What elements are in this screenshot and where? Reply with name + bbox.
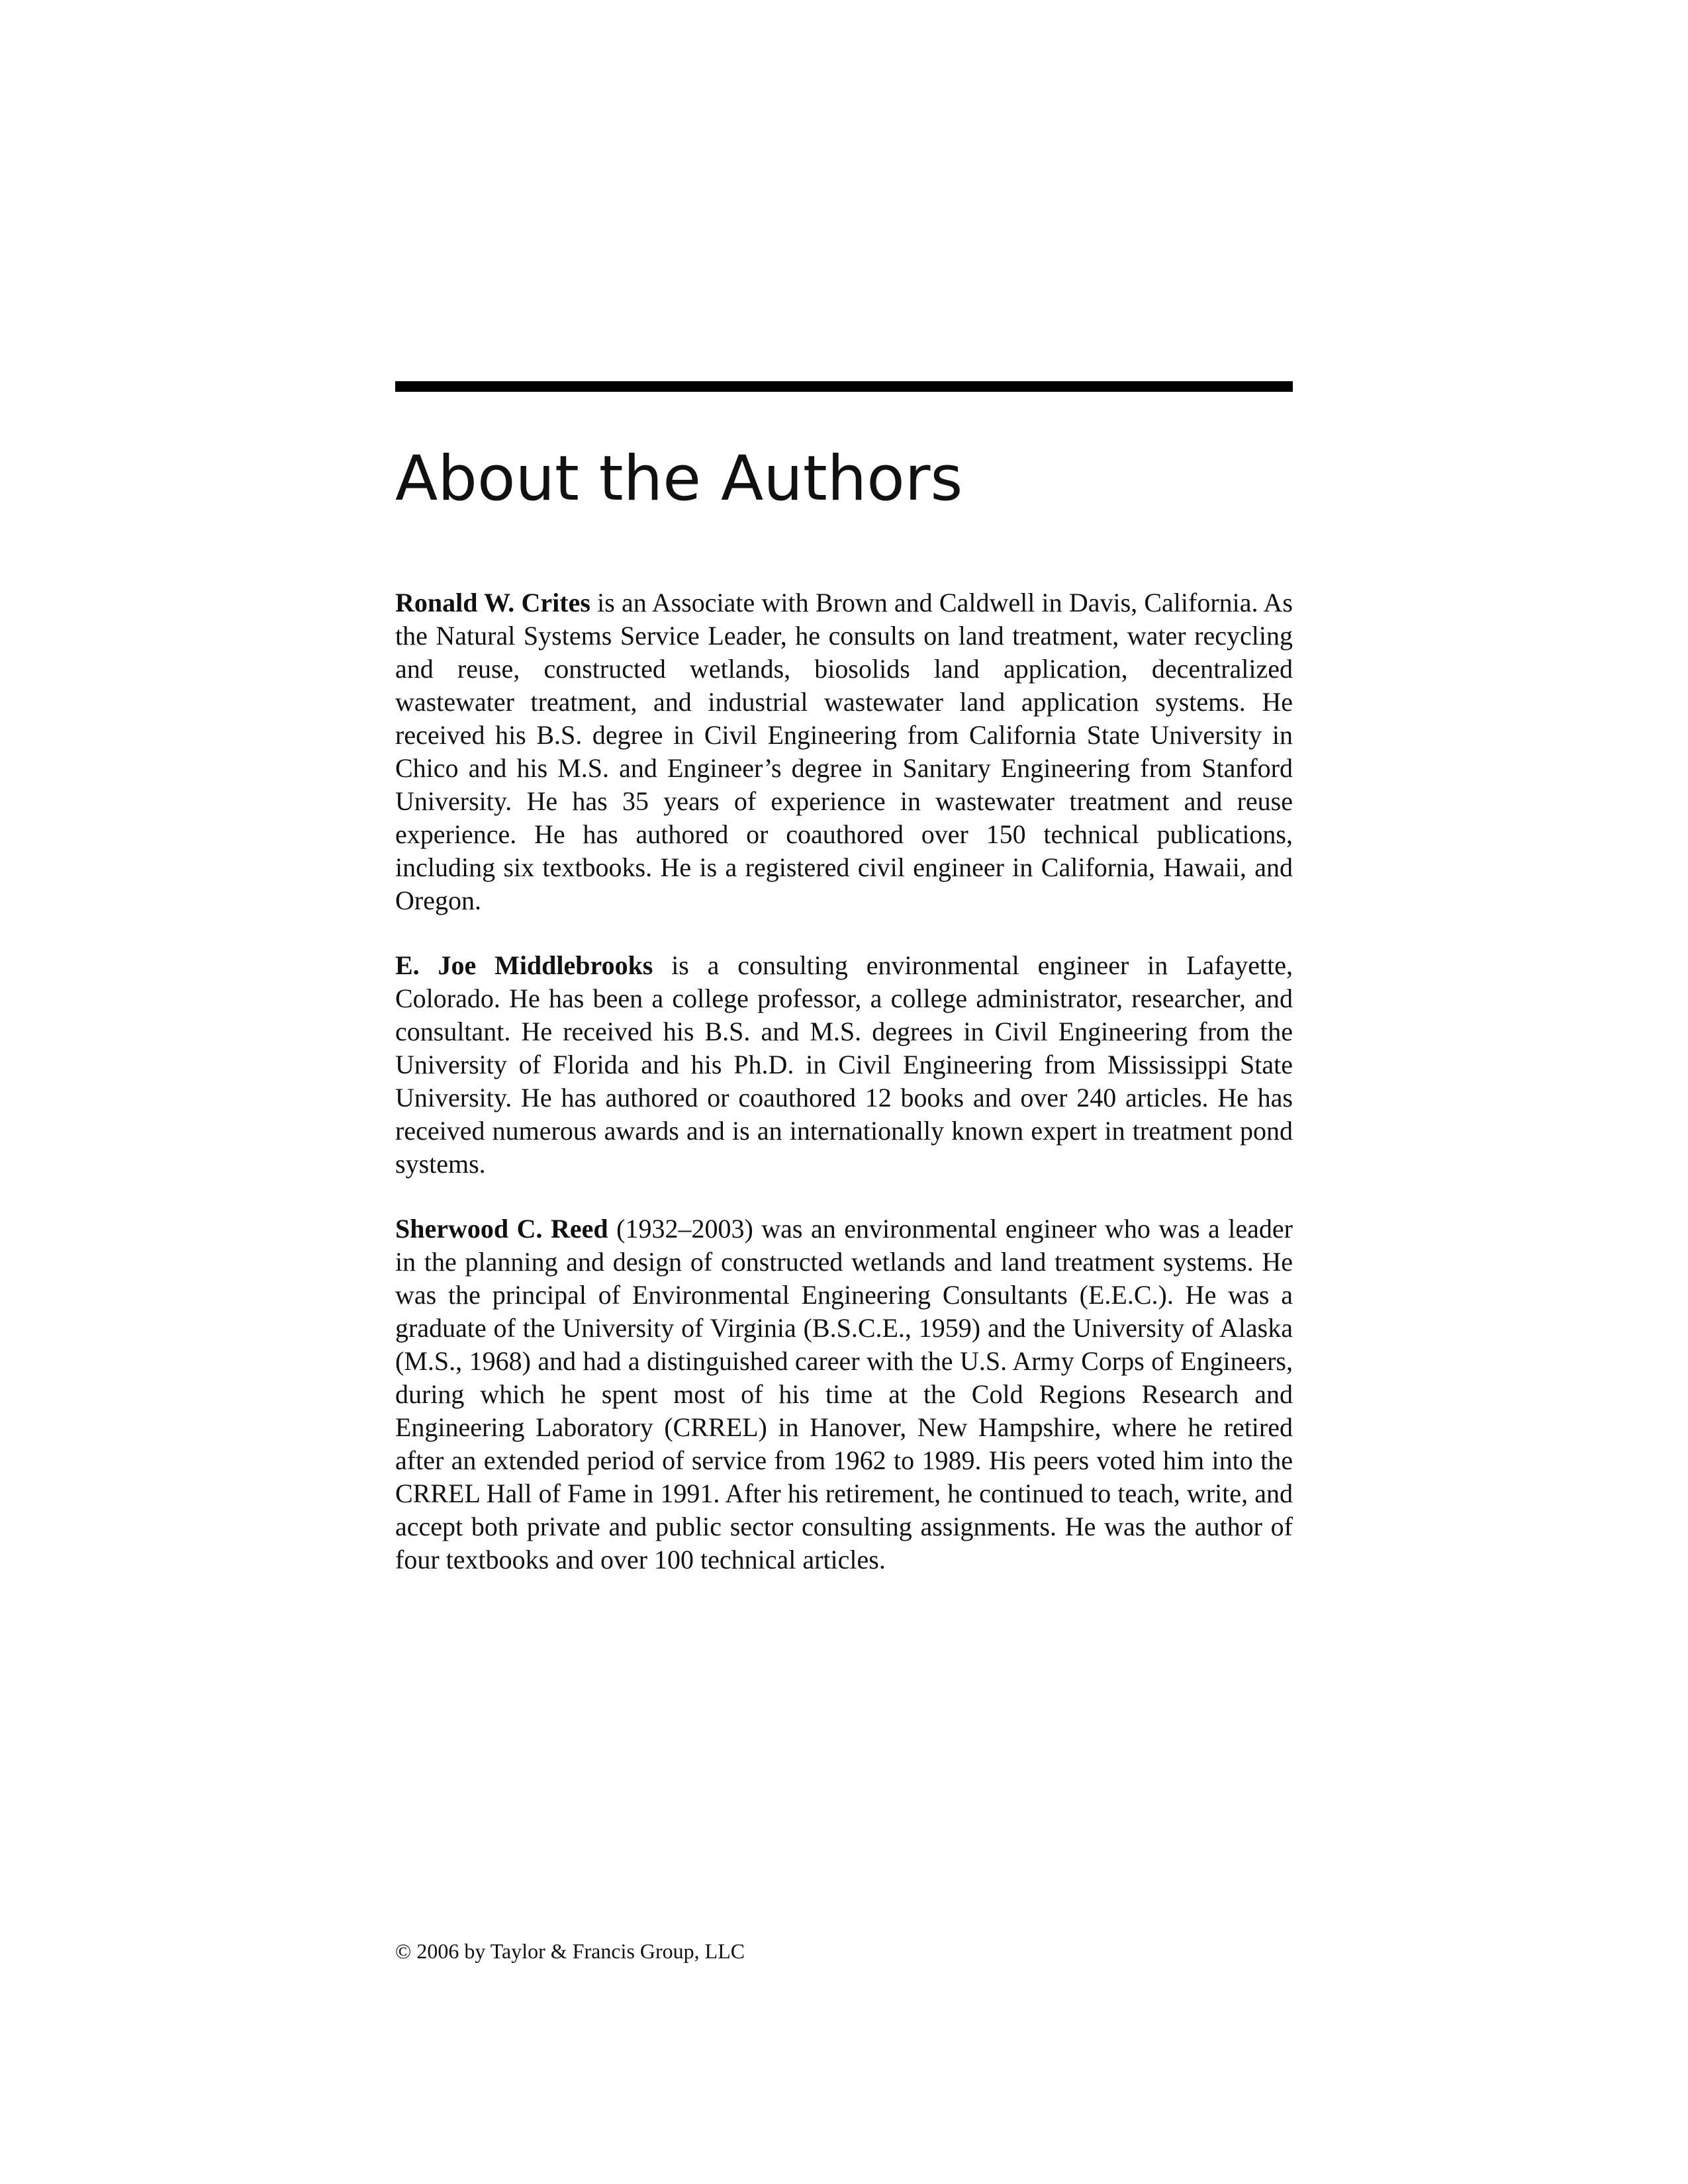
author-name: Sherwood C. Reed <box>395 1214 608 1244</box>
author-bio <box>395 1212 1293 1576</box>
author-bio-text: is a consulting environmental engineer in Lafayette, Colorado. He has been a college professor, a college administrator, researcher, and consultant. He received his B.S. and M.S. degrees in Civil Engineering from the University of Florida and his Ph.D. in Civil Engineering from Mississippi State University. He has authored or coauthored 12 books and over 240 articles. He has received numerous awards and is an internationally known expert in treatment pond systems. <box>395 950 1293 1179</box>
author-bio <box>395 586 1293 917</box>
title-rule <box>395 381 1293 392</box>
author-name: Ronald W. Crites <box>395 588 590 617</box>
author-bio-text: is an Associate with Brown and Caldwell in Davis, California. As the Natural Systems Service Leader, he consults on land treatment, water recycling and reuse, constructed wetlands, biosolids land application, decentralized wastewater treatment, and industrial wastewater land application systems. He received his B.S. degree in Civil Engineering from California State University in Chico and his M.S. and Engineer’s degree in Sanitary Engineering from Stanford University. He has 35 years of experience in wastewater treatment and reuse experience. He has authored or coauthored over 150 technical publications, including six textbooks. He is a registered civil engineer in California, Hawaii, and Oregon. <box>395 588 1293 915</box>
author-bio <box>395 949 1293 1181</box>
author-bio-text: (1932–2003) was an environmental engineer who was a leader in the planning and design of constructed wetlands and land treatment systems. He was the principal of Environmental Engineering Consultants (E.E.C.). He was a graduate of the University of Virginia (B.S.C.E., 1959) and the University of Alaska (M.S., 1968) and had a distinguished career with the U.S. Army Corps of Engineers, during which he spent most of his time at the Cold Regions Research and Engineering Laboratory (CRREL) in Hanover, New Hampshire, where he retired after an extended period of service from 1962 to 1989. His peers voted him into the CRREL Hall of Fame in 1991. After his retirement, he continued to teach, write, and accept both private and public sector consulting assignments. He was the author of four textbooks and over 100 technical articles. <box>395 1214 1293 1574</box>
author-name: E. Joe Middlebrooks <box>395 950 653 980</box>
page-title: About the Authors <box>395 443 963 515</box>
copyright-footer: © 2006 by Taylor & Francis Group, LLC <box>395 1939 745 1963</box>
